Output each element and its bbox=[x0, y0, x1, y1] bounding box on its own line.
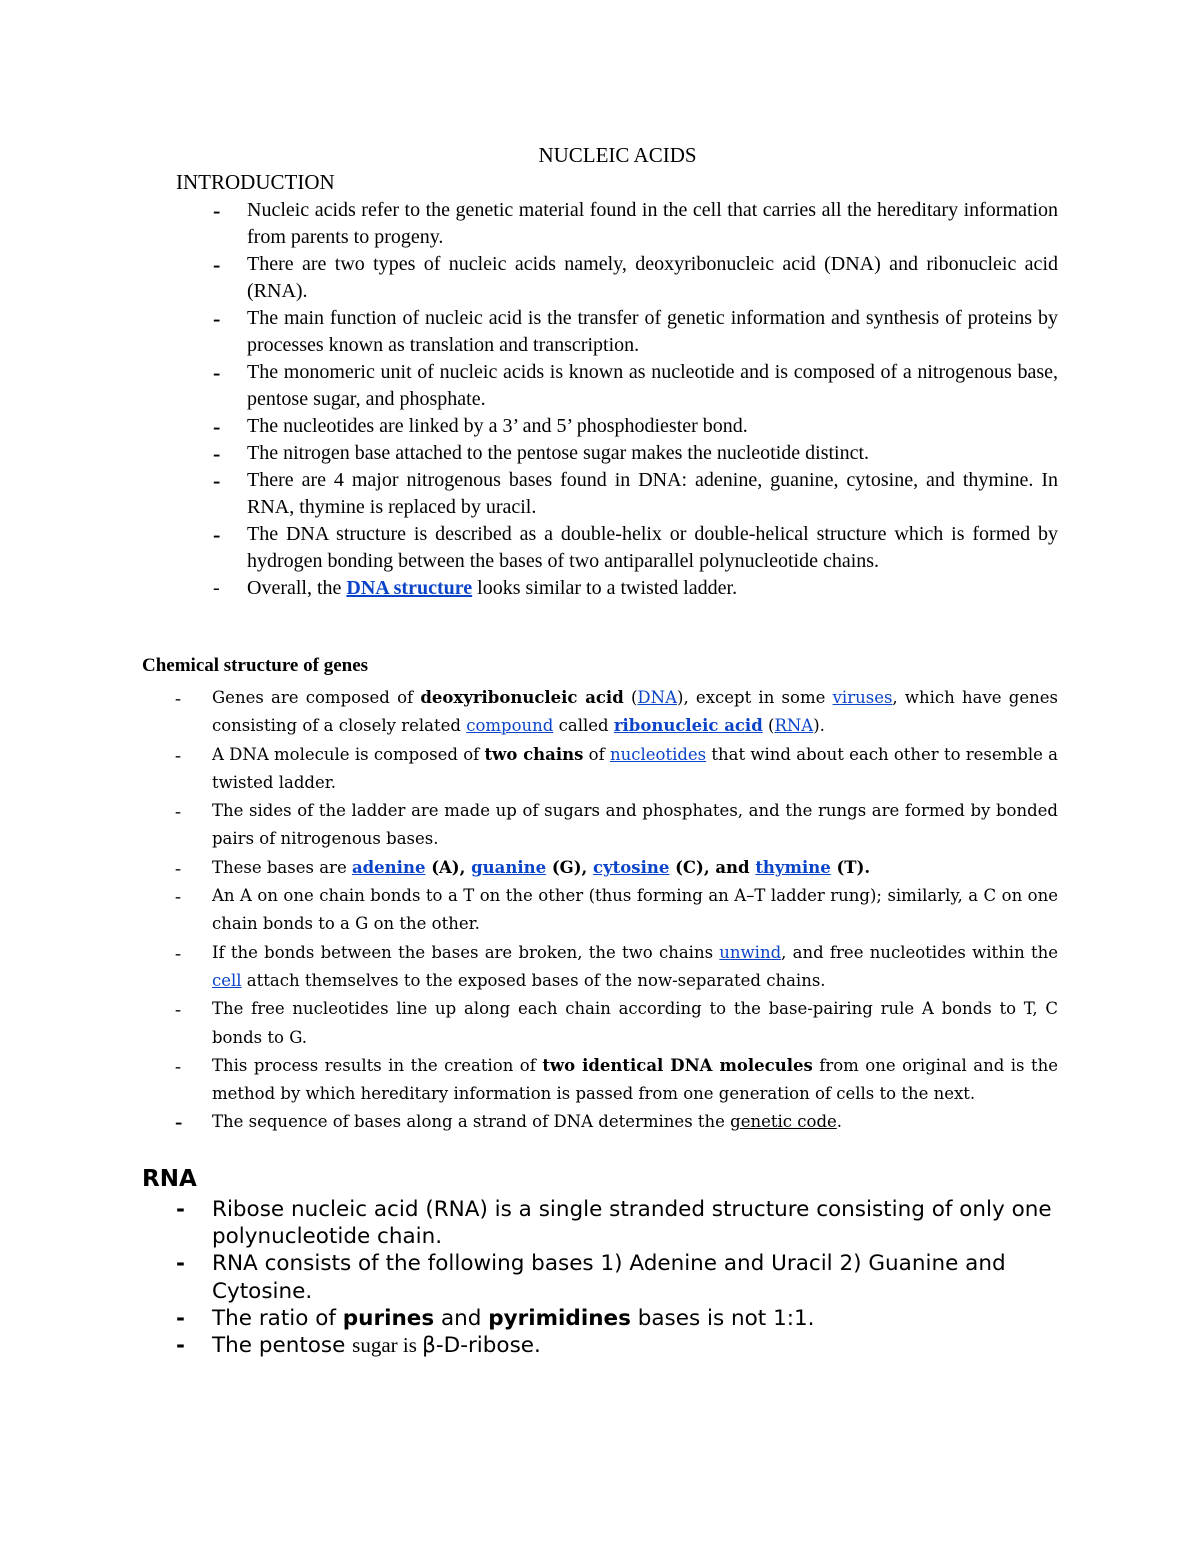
list-item: - RNA consists of the following bases 1) Adenine and Uracil 2) Guanine and Cytosine. bbox=[176, 1251, 1006, 1304]
list-item: - This process results in the creation of two identical DNA molecules from one original and is the method by which hereditary information is passed from one generation of cells to the next. bbox=[175, 1055, 1058, 1104]
list-item: - The ratio of purines and pyrimidines bases is not 1:1. bbox=[176, 1305, 815, 1331]
list-item: - The sequence of bases along a strand of DNA determines the genetic code. bbox=[175, 1109, 843, 1135]
cell-link[interactable]: cell bbox=[212, 970, 242, 990]
adenine-link[interactable]: adenine bbox=[351, 857, 426, 877]
list-item: - An A on one chain bonds to a T on the other (thus forming an A–T ladder rung); similarly, a C on one chain bonds to a G on the other. bbox=[175, 886, 1058, 934]
page-title: NUCLEIC ACIDS bbox=[538, 143, 697, 167]
list-item: - The monomeric unit of nucleic acids is known as nucleotide and is composed of a nitrogenous base, pentose sugar, and phosphate. bbox=[213, 360, 1058, 410]
list-item: - There are two types of nucleic acids namely, deoxyribonucleic acid (DNA) and ribonucleic acid (RNA). bbox=[213, 252, 1058, 302]
list-item: - The nucleotides are linked by a 3’ and 5’ phosphodiester bond. bbox=[213, 414, 748, 439]
list-item: - The pentose sugar is β-D-ribose. bbox=[176, 1333, 541, 1359]
rna-heading: RNA bbox=[142, 1166, 197, 1192]
introduction-list bbox=[176, 197, 1058, 602]
list-item: - There are 4 major nitrogenous bases found in DNA: adenine, guanine, cytosine, and thymine. In RNA, thymine is replaced by uracil. bbox=[213, 468, 1058, 518]
list-item: - The free nucleotides line up along each chain according to the base-pairing rule A bonds to T, C bonds to G. bbox=[175, 999, 1058, 1047]
list-item: - Genes are composed of deoxyribonucleic acid (DNA), except in some viruses, which have genes consisting of a closely related compound called ribonucleic acid (RNA). bbox=[175, 688, 1058, 736]
thymine-link[interactable]: thymine bbox=[755, 857, 831, 877]
list-item: - These bases are adenine (A), guanine (G), cytosine (C), and thymine (T). bbox=[175, 857, 871, 878]
guanine-link[interactable]: guanine bbox=[471, 857, 547, 877]
list-item: - The DNA structure is described as a double-helix or double-helical structure which is formed by hydrogen bonding between the bases of two antiparallel polynucleotide chains. bbox=[213, 522, 1058, 572]
ribonucleic-acid-link[interactable]: ribonucleic acid bbox=[613, 716, 763, 736]
compound-link[interactable]: compound bbox=[466, 716, 554, 736]
dna-structure-link[interactable]: DNA structure bbox=[346, 577, 473, 599]
cytosine-link[interactable]: cytosine bbox=[593, 857, 670, 877]
list-item: - Ribose nucleic acid (RNA) is a single stranded structure consisting of only one polynucleotide chain. bbox=[176, 1197, 1052, 1250]
nucleotides-link[interactable]: nucleotides bbox=[609, 744, 707, 764]
list-item: - If the bonds between the bases are broken, the two chains unwind, and free nucleotides within the cell attach themselves to the exposed bases of the now-separated chains. bbox=[175, 942, 1058, 990]
list-item: - The main function of nucleic acid is the transfer of genetic information and synthesis of proteins by processes known as translation and transcription. bbox=[213, 306, 1058, 356]
list-item: - The sides of the ladder are made up of sugars and phosphates, and the rungs are formed by bonded pairs of nitrogenous bases. bbox=[175, 801, 1058, 849]
introduction-heading: INTRODUCTION bbox=[176, 170, 335, 194]
dna-link[interactable]: DNA bbox=[637, 688, 678, 707]
viruses-link[interactable]: viruses bbox=[832, 688, 893, 707]
rna-list bbox=[176, 1196, 1056, 1359]
genes-list bbox=[142, 684, 1058, 1137]
list-item: - Nucleic acids refer to the genetic material found in the cell that carries all the hereditary information from parents to progeny. bbox=[213, 198, 1058, 248]
list-item: - A DNA molecule is composed of two chains of nucleotides that wind about each other to resemble a twisted ladder. bbox=[175, 744, 1059, 792]
genes-heading: Chemical structure of genes bbox=[142, 655, 369, 676]
list-item: - Overall, the DNA structure looks similar to a twisted ladder. bbox=[213, 577, 738, 599]
genetic-code-underlined: genetic code bbox=[730, 1112, 837, 1132]
list-item: - The nitrogen base attached to the pentose sugar makes the nucleotide distinct. bbox=[213, 441, 870, 466]
unwind-link[interactable]: unwind bbox=[719, 942, 782, 962]
rna-link[interactable]: RNA bbox=[774, 716, 814, 736]
